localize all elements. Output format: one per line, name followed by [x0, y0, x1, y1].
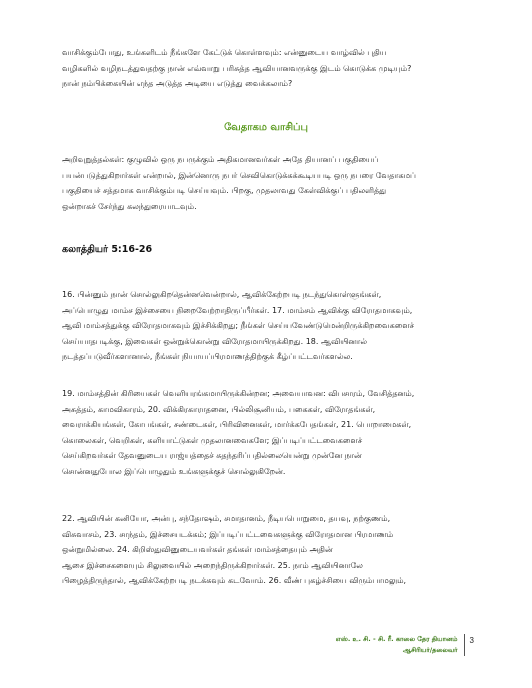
verse-line: 19. மாம்சத்தின் கிரியைகள் வெளியரங்கமாயிருக்கின்றன; அவையாவன: விபசாரம், வேசித்தனம்,	[62, 389, 415, 398]
verse-line: 16. பின்னும் நான் சொல்லுகிறதென்னவென்றால், ஆவிக்கேற்றபடி நடந்துகொள்ளுங்கள்,	[62, 290, 382, 299]
instructions-paragraph	[62, 152, 472, 214]
footer-caption	[336, 634, 464, 656]
verse-line: 22. ஆவியின் கனியோ, அன்பு, சந்தோஷம், சமாதானம், நீடியபொறுமை, தயவு, நற்குணம்,	[62, 514, 391, 523]
intro-line: வாசிக்கும்போது, உங்களிடம் நீங்களே கேட்டுக் கொள்ளவும்: என்னுடைய வாழ்வில் புதிய	[62, 48, 387, 57]
verse-line: பிழைத்திருந்தால், ஆவிக்கேற்றபடி நடக்கவும் கடவோம். 26. வீண் புகழ்ச்சியை விரும்பாமலும்,	[62, 576, 407, 585]
footer-line-2: ஆசிரியர்/தலைவர்	[402, 646, 458, 654]
footer-line-1: எஸ். உ. சி. - சி. ரீ. காலை தேர தியானம்	[335, 635, 458, 643]
page-footer	[336, 634, 474, 656]
verse-line: அப்பொழுது மாம்ச இச்சையை நிறைவேற்றாதிருப்பீர்கள். 17. மாம்சம் ஆவிக்கு விரோதமாகவும்,	[62, 305, 413, 315]
verse-line: சொன்னதுபோல இப்பொழுதும் உங்களுக்குச் சொல்லுகிறேன்.	[62, 466, 286, 476]
verse-line: வைராக்கியங்கள், கோபங்கள், சண்டைகள், பிரிவினைகள், மார்க்கபேதங்கள், 21. பொறாமைகள்,	[62, 420, 412, 429]
verse-line: ஆசை இச்சைகளையும் சிலுவையில் அறைந்திருக்கிறார்கள். 25. நாம் ஆவியினாலே	[62, 560, 363, 570]
instructions-line: பகுதியைச் சத்தமாக வாசிக்கும்படி செய்யவும். பிறகு, முதலாவது கேள்விக்குப் பதிலளித்து	[62, 186, 387, 195]
verses-paragraph-3	[62, 511, 472, 589]
instructions-line: ஒன்றாகச் சேர்ந்து கலந்துரையாடவும்.	[62, 201, 197, 211]
verse-line: ஒன்றுமில்லை. 24. கிறிஸ்துவினுடையவர்கள் தங்கள் மாம்சத்தையும் அதின்	[62, 545, 333, 554]
section-heading-bible-reading: வேதாகம வாசிப்பு	[224, 122, 308, 133]
intro-paragraph	[62, 45, 472, 92]
instructions-line: அறிவுறுத்தல்கள்: குழுவில் ஒரு நபருக்கும் அதிகமானவர்கள் அதே தியானப் பகுதியைப்	[62, 155, 379, 164]
verses-paragraph-1	[62, 287, 472, 365]
verse-line: செய்கிறவர்கள் தேவனுடைய ராஜ்யத்தைச் சுதந்தரிப்பதில்லையென்று முன்னே நான்	[62, 451, 362, 460]
verse-line: விசுவாசம், 23. சாந்தம், இச்சையடக்கம்; இப்படிப்பட்டவைகளுக்கு விரோதமான பிரமாணம்	[62, 529, 394, 539]
intro-line: நான் நம்பிக்கையின் எந்த அடுத்த அடியை எடுத்து வைக்கலாம்?	[62, 79, 293, 88]
intro-line: வழிகளில் வழிநடத்துவதற்கு நான் எவ்வாறு பரிசுத்த ஆவியானவருக்கு இடம் கொடுக்க முடியும்?	[62, 63, 412, 73]
verse-line: அசுத்தம், காமவிகாரம், 20. விக்கிரகாராதனை, பில்லிசூனியம், பகைகள், விரோதங்கள்,	[62, 404, 376, 414]
page-number: 3	[469, 636, 474, 645]
passage-title: கலாத்தியர் 5:16-26	[62, 244, 153, 255]
verses-paragraph-2	[62, 386, 472, 479]
verse-line: கொலைகள், வெறிகள், களியாட்டுகள் முதலானவைகளே; இப்படிப்பட்டவைகளைச்	[62, 435, 363, 445]
instructions-line: பயன்படுத்துகிறார்கள் என்றால், இன்னொரு நபர் செவிகொடுக்கக்கூடியபடி ஒரு நபரை வேதாகமப்	[62, 170, 416, 180]
verse-line: ஆவி மாம்சத்துக்கு விரோதமாகவும் இச்சிக்கிறது; நீங்கள் செய்யவேண்டுமென்றிருக்கிறவைகளைச்	[62, 321, 415, 330]
verse-line: நடத்தப்படுவீர்களானால், நீங்கள் நியாயப்பிரமாணத்திற்குக் கீழ்ப்பட்டவர்களல்ல.	[62, 352, 353, 361]
verse-line: செய்யாதபடிக்கு, இவைகள் ஒன்றுக்கொன்று விரோதமாயிருக்கிறது. 18. ஆவியினால்	[62, 336, 367, 346]
